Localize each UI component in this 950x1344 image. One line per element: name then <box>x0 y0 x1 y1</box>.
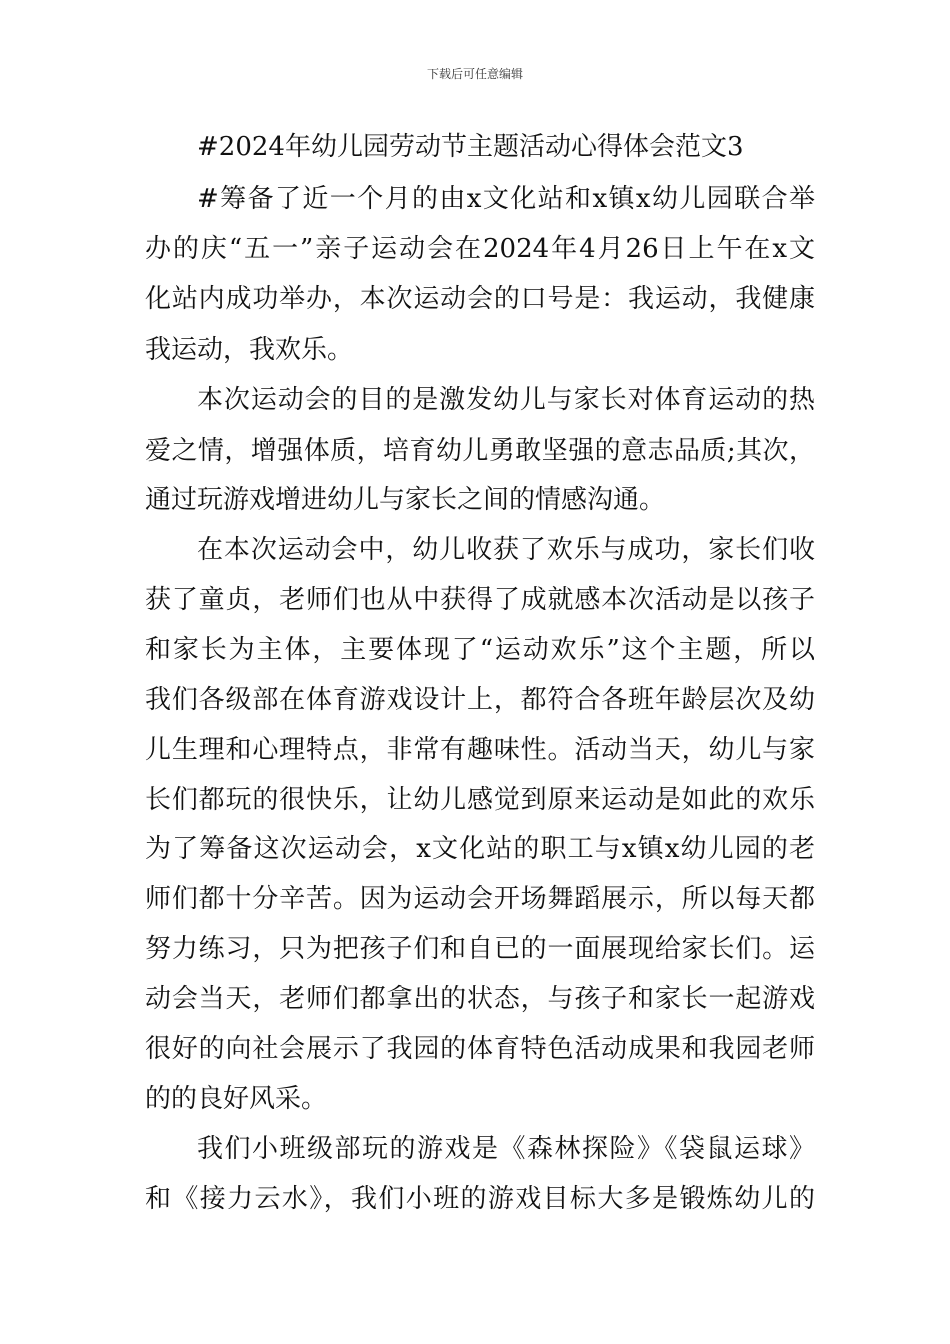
paragraph-line: 为了筹备这次运动会，x文化站的职工与x镇x幼儿园的老 <box>145 834 815 864</box>
paragraph-line: 在本次运动会中，幼儿收获了欢乐与成功，家长们收 <box>197 535 815 565</box>
paragraph-line: 和家长为主体，主要体现了“运动欢乐”这个主题，所以 <box>145 635 815 665</box>
paragraph-line: 办的庆“五一”亲子运动会在2024年4月26日上午在x文 <box>145 234 815 264</box>
paragraph-line: 儿生理和心理特点，非常有趣味性。活动当天，幼儿与家 <box>145 735 815 765</box>
paragraph-line: 长们都玩的很快乐，让幼儿感觉到原来运动是如此的欢乐 <box>145 785 815 815</box>
paragraph-line: 爱之情，增强体质，培育幼儿勇敢坚强的意志品质;其次， <box>145 436 815 466</box>
paragraph-line: 我运动，我欢乐。 <box>145 335 354 365</box>
document-title: #2024年幼儿园劳动节主题活动心得体会范文3 <box>197 132 744 162</box>
paragraph-line: 通过玩游戏增进幼儿与家长之间的情感沟通。 <box>145 485 666 515</box>
paragraph-line: 努力练习，只为把孩子们和自已的一面展现给家长们。运 <box>145 934 815 964</box>
paragraph-line: 动会当天，老师们都拿出的状态，与孩子和家长一起游戏 <box>145 984 815 1014</box>
paragraph-line: 的的良好风采。 <box>145 1084 328 1114</box>
paragraph-line: 和《接力云水》，我们小班的游戏目标大多是锻炼幼儿的 <box>145 1184 815 1214</box>
paragraph-line: 本次运动会的目的是激发幼儿与家长对体育运动的热 <box>197 385 815 415</box>
paragraph-line: 很好的向社会展示了我园的体育特色活动成果和我园老师 <box>145 1034 815 1064</box>
paragraph-line: #筹备了近一个月的由x文化站和x镇x幼儿园联合举 <box>197 184 815 214</box>
paragraph-line: 获了童贞，老师们也从中获得了成就感本次活动是以孩子 <box>145 585 815 615</box>
paragraph-line: 我们各级部在体育游戏设计上，都符合各班年龄层次及幼 <box>145 685 815 715</box>
header-note: 下载后可任意编辑 <box>426 67 523 81</box>
paragraph-line: 化站内成功举办，本次运动会的口号是：我运动，我健康 <box>145 284 815 314</box>
paragraph-line: 我们小班级部玩的游戏是《森林探险》《袋鼠运球》 <box>197 1134 815 1164</box>
paragraph-line: 师们都十分辛苦。因为运动会开场舞蹈展示，所以每天都 <box>145 884 815 914</box>
